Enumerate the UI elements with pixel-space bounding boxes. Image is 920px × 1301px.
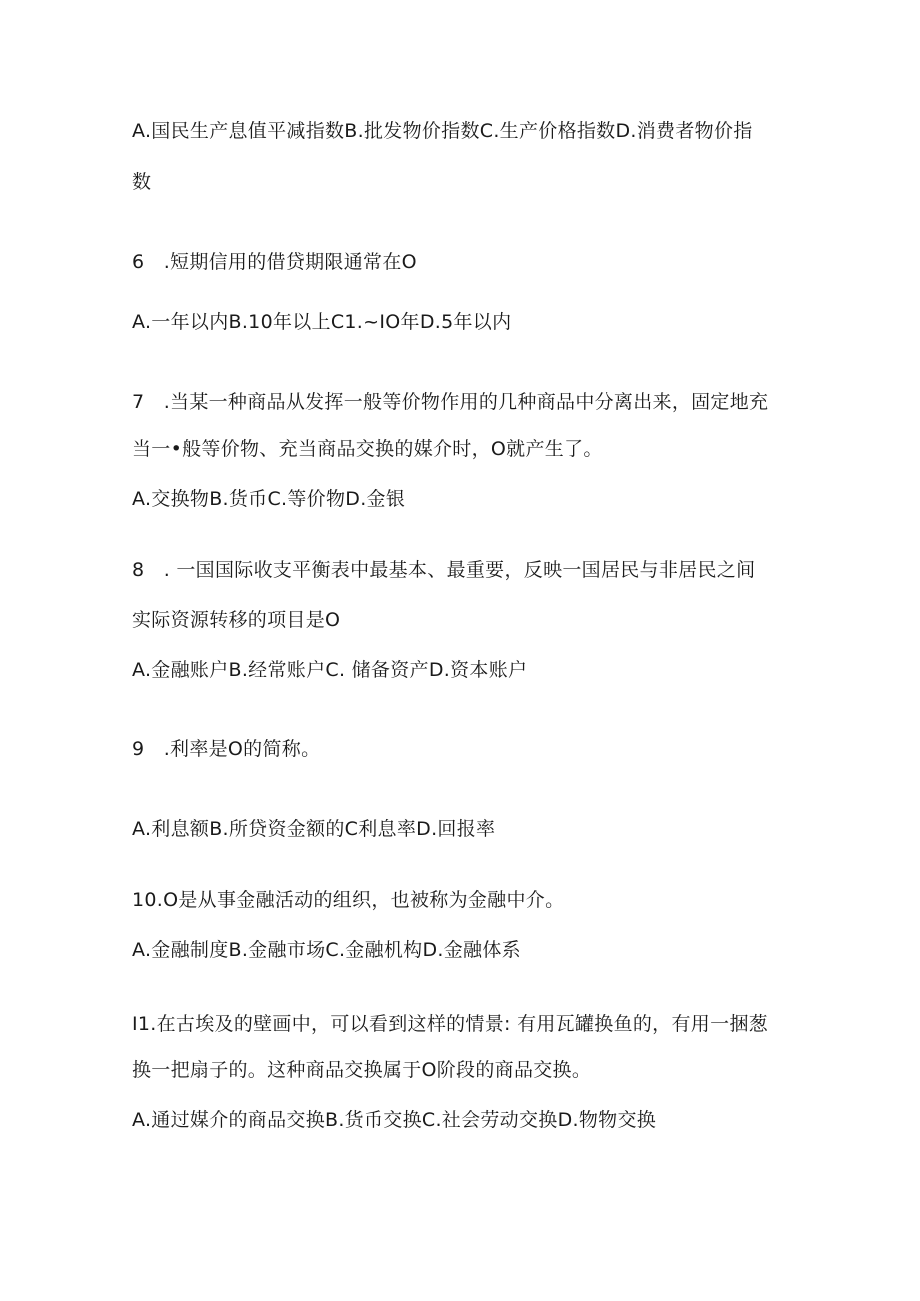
q7-question-line-1: 7 .当某一种商品从发挥一般等价物作用的几种商品中分离出来，固定地充 (132, 391, 769, 413)
q7-question-line-2: 当一•般等价物、充当商品交换的媒介时，O就产生了。 (132, 438, 603, 460)
q11-question-line-2: 换一把扇子的。这种商品交换属于O阶段的商品交换。 (132, 1059, 592, 1081)
q8-question-line-1: 8 . 一国国际收支平衡表中最基本、最重要，反映一国居民与非居民之间 (132, 559, 756, 581)
q9-options: A.利息额B.所贷资金额的C利息率D.回报率 (132, 818, 496, 840)
q7-options: A.交换物B.货币C.等价物D.金银 (132, 488, 406, 510)
q10-question: 10.O是从事金融活动的组织，也被称为金融中介。 (132, 889, 565, 911)
q11-options: A.通过媒介的商品交换B.货币交换C.社会劳动交换D.物物交换 (132, 1109, 657, 1131)
q11-question-line-1: I1.在古埃及的壁画中，可以看到这样的情景: 有用瓦罐换鱼的，有用一捆葱 (132, 1013, 768, 1035)
q8-question-line-2: 实际资源转移的项目是O (132, 609, 341, 631)
q6-options: A.一年以内B.10年以上C1.~IO年D.5年以内 (132, 311, 512, 333)
q5-options-line-1: A.国民生产息值平减指数B.批发物价指数C.生产价格指数D.消费者物价指 (132, 120, 753, 142)
q6-question: 6 .短期信用的借贷期限通常在O (132, 251, 417, 273)
q10-options: A.金融制度B.金融市场C.金融机构D.金融体系 (132, 939, 521, 961)
q8-options: A.金融账户B.经常账户C. 储备资产D.资本账户 (132, 659, 528, 681)
q5-options-line-2: 数 (132, 171, 152, 193)
q9-question: 9 .利率是O的简称。 (132, 738, 321, 760)
